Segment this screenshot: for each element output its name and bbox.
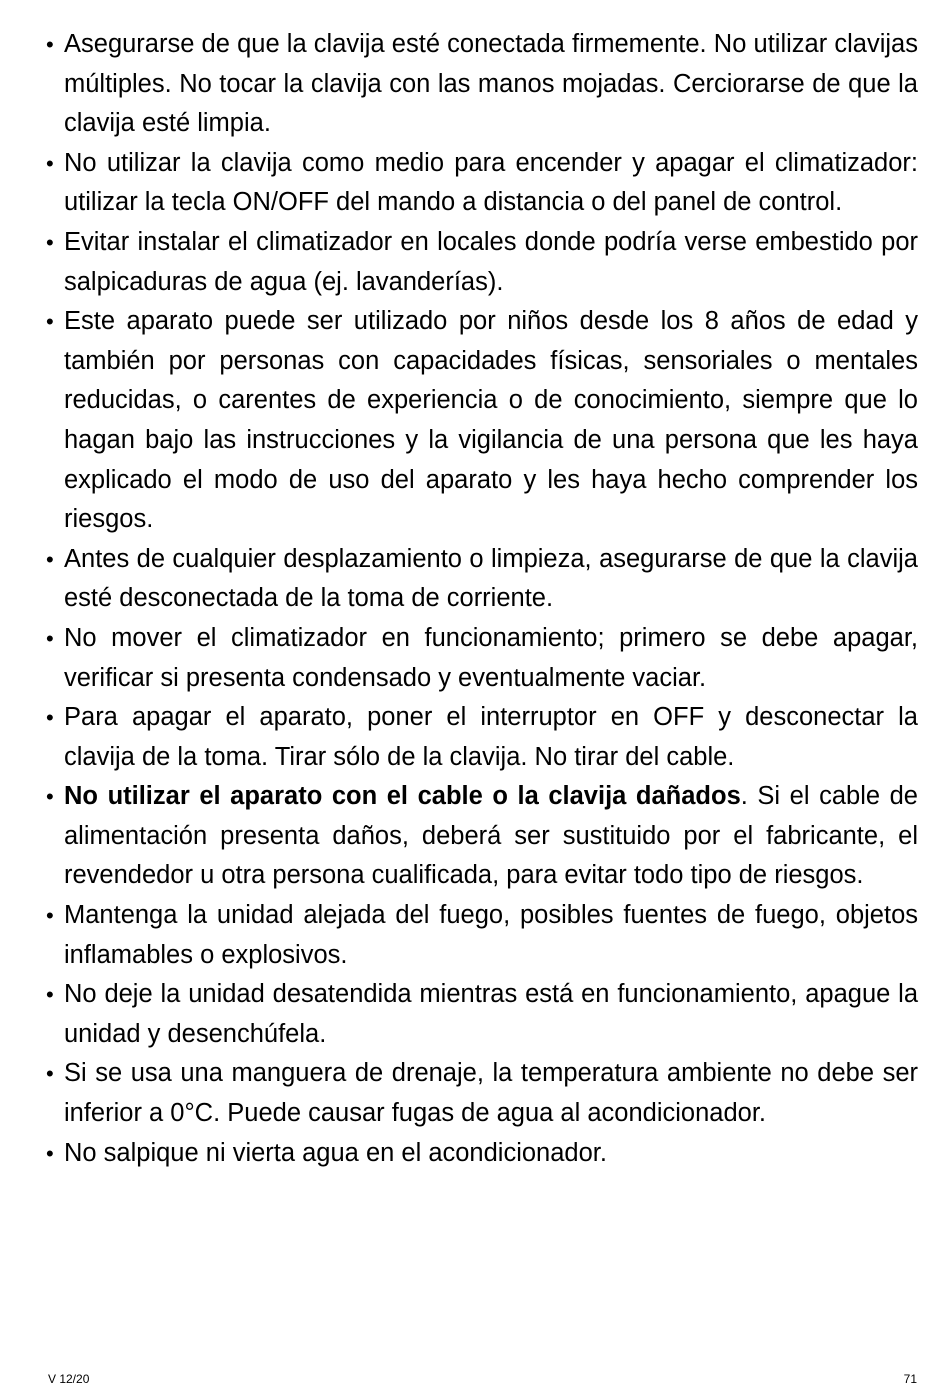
bullet-icon: •: [46, 903, 54, 929]
list-item-text: Antes de cualquier desplazamiento o limpieza, asegurarse de que la clavija esté desconectada de la toma de corriente.: [64, 544, 918, 613]
list-item-text: No deje la unidad desatendida mientras está en funcionamiento, apague la unidad y desenchúfela.: [64, 980, 918, 1048]
list-item: [46, 975, 918, 1054]
footer-page-number: 71: [903, 1372, 917, 1386]
list-item: [46, 144, 918, 223]
list-item: [46, 896, 918, 975]
list-item-text: Para apagar el aparato, poner el interruptor en OFF y desconectar la clavija de la toma. Tirar sólo de la clavija. No tirar del cable.: [64, 703, 918, 771]
list-item-text: Si se usa una manguera de drenaje, la temperatura ambiente no debe ser inferior a 0°C. Puede causar fugas de agua al acondicionador.: [64, 1059, 918, 1128]
bullet-icon: •: [46, 32, 54, 57]
list-item-text: No salpique ni vierta agua en el acondicionador.: [64, 1138, 607, 1167]
list-item: [46, 302, 918, 540]
list-item: [46, 540, 918, 619]
list-item-text: No utilizar la clavija como medio para encender y apagar el climatizador: utilizar la tecla ON/OFF del mando a distancia o del panel de control.: [64, 148, 918, 217]
bullet-icon: •: [46, 982, 54, 1008]
bullet-icon: •: [46, 229, 54, 255]
list-item-bold-text: No utilizar el aparato con el cable o la clavija dañados: [64, 782, 741, 811]
list-item: [46, 1134, 918, 1174]
list-item: [46, 223, 918, 302]
bullet-icon: •: [46, 625, 54, 651]
document-body: [46, 25, 918, 1173]
bullet-icon: •: [46, 705, 54, 731]
safety-instructions-list: [46, 25, 918, 1173]
list-item-text: Asegurarse de que la clavija esté conectada firmemente. No utilizar clavijas múltiples. No tocar la clavija con las manos mojadas. Cerciorarse de que la clavija esté limpia.: [64, 30, 918, 138]
footer-version: V 12/20: [48, 1372, 90, 1386]
list-item-text: . Si el cable de alimentación presenta daños, deberá ser sustituido por el fabricante, el revendedor u otra persona cualificada, para evitar todo tipo de riesgos.: [64, 782, 918, 890]
list-item-text: Este aparato puede ser utilizado por niños desde los 8 años de edad y también por personas con capacidades físicas, sensoriales o mentales reducidas, o carentes de experiencia o de conocimiento, siempre que lo hagan bajo las instrucciones y la vigilancia de una persona que les haya explicado el modo de uso del aparato y les haya hecho comprender los riesgos.: [64, 307, 918, 534]
bullet-icon: •: [46, 309, 54, 335]
bullet-icon: •: [46, 150, 54, 176]
list-item: [46, 619, 918, 698]
list-item-text: No mover el climatizador en funcionamiento; primero se debe apagar, verificar si presenta condensado y eventualmente vaciar.: [64, 623, 918, 692]
list-item: [46, 698, 918, 777]
bullet-icon: •: [46, 784, 54, 810]
bullet-icon: •: [46, 546, 54, 572]
list-item-text: Mantenga la unidad alejada del fuego, posibles fuentes de fuego, objetos inflamables o explosivos.: [64, 901, 918, 969]
bullet-icon: •: [46, 1140, 54, 1166]
list-item-text: Evitar instalar el climatizador en locales donde podría verse embestido por salpicaduras de agua (ej. lavanderías).: [64, 227, 918, 296]
list-item: [46, 1054, 918, 1133]
list-item: [46, 25, 918, 144]
bullet-icon: •: [46, 1061, 54, 1087]
list-item: [46, 777, 918, 896]
